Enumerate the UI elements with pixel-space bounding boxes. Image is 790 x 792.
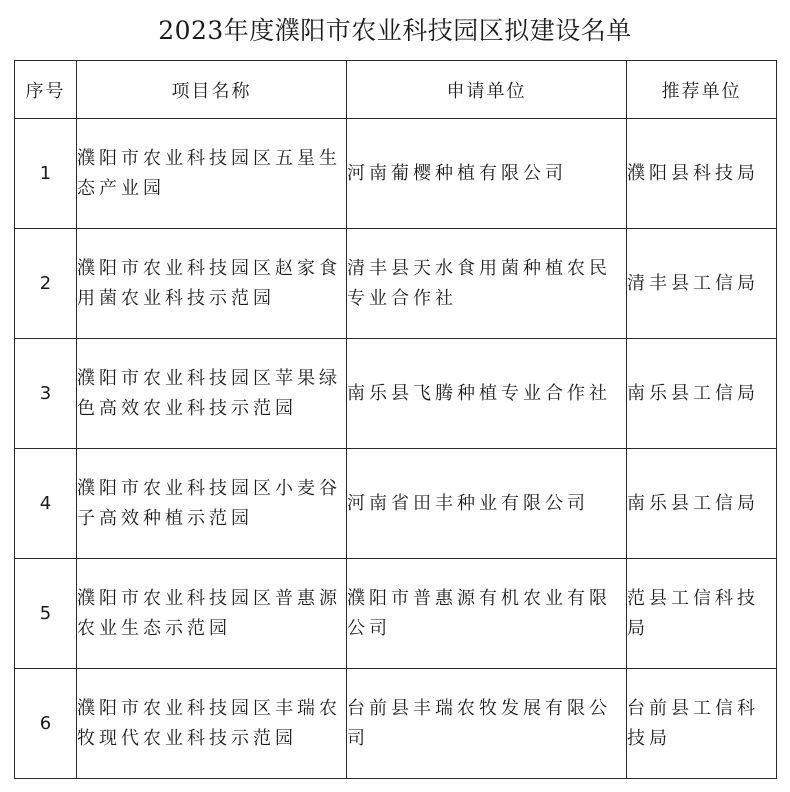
- table-row: [15, 119, 777, 229]
- row-index: 2: [15, 229, 77, 339]
- row-project-name: 濮阳市农业科技园区苹果绿色高效农业科技示范园: [77, 339, 347, 449]
- row-applicant: 台前县丰瑞农牧发展有限公司: [347, 669, 627, 779]
- row-recommender: 范县工信科技局: [627, 559, 777, 669]
- row-applicant: 河南省田丰种业有限公司: [347, 449, 627, 559]
- row-recommender: 南乐县工信局: [627, 339, 777, 449]
- row-project-name: 濮阳市农业科技园区赵家食用菌农业科技示范园: [77, 229, 347, 339]
- row-index: 4: [15, 449, 77, 559]
- row-project-name: 濮阳市农业科技园区五星生态产业园: [77, 119, 347, 229]
- park-list-table: [14, 60, 777, 779]
- header-recommender: 推荐单位: [627, 61, 777, 119]
- row-applicant: 河南葡樱种植有限公司: [347, 119, 627, 229]
- table-row: [15, 559, 777, 669]
- row-index: 3: [15, 339, 77, 449]
- table-row: [15, 229, 777, 339]
- row-recommender: 台前县工信科技局: [627, 669, 777, 779]
- table-row: [15, 669, 777, 779]
- row-index: 6: [15, 669, 77, 779]
- table-row: [15, 449, 777, 559]
- header-project-name: 项目名称: [77, 61, 347, 119]
- row-index: 1: [15, 119, 77, 229]
- row-applicant: 清丰县天水食用菌种植农民专业合作社: [347, 229, 627, 339]
- row-recommender: 南乐县工信局: [627, 449, 777, 559]
- row-recommender: 清丰县工信局: [627, 229, 777, 339]
- row-project-name: 濮阳市农业科技园区小麦谷子高效种植示范园: [77, 449, 347, 559]
- row-applicant: 南乐县飞腾种植专业合作社: [347, 339, 627, 449]
- header-applicant: 申请单位: [347, 61, 627, 119]
- document-title: 2023年度濮阳市农业科技园区拟建设名单: [158, 16, 632, 45]
- row-index: 5: [15, 559, 77, 669]
- header-index: 序号: [15, 61, 77, 119]
- table-row: [15, 339, 777, 449]
- row-project-name: 濮阳市农业科技园区普惠源农业生态示范园: [77, 559, 347, 669]
- row-recommender: 濮阳县科技局: [627, 119, 777, 229]
- row-project-name: 濮阳市农业科技园区丰瑞农牧现代农业科技示范园: [77, 669, 347, 779]
- table-header-row: [15, 61, 777, 119]
- row-applicant: 濮阳市普惠源有机农业有限公司: [347, 559, 627, 669]
